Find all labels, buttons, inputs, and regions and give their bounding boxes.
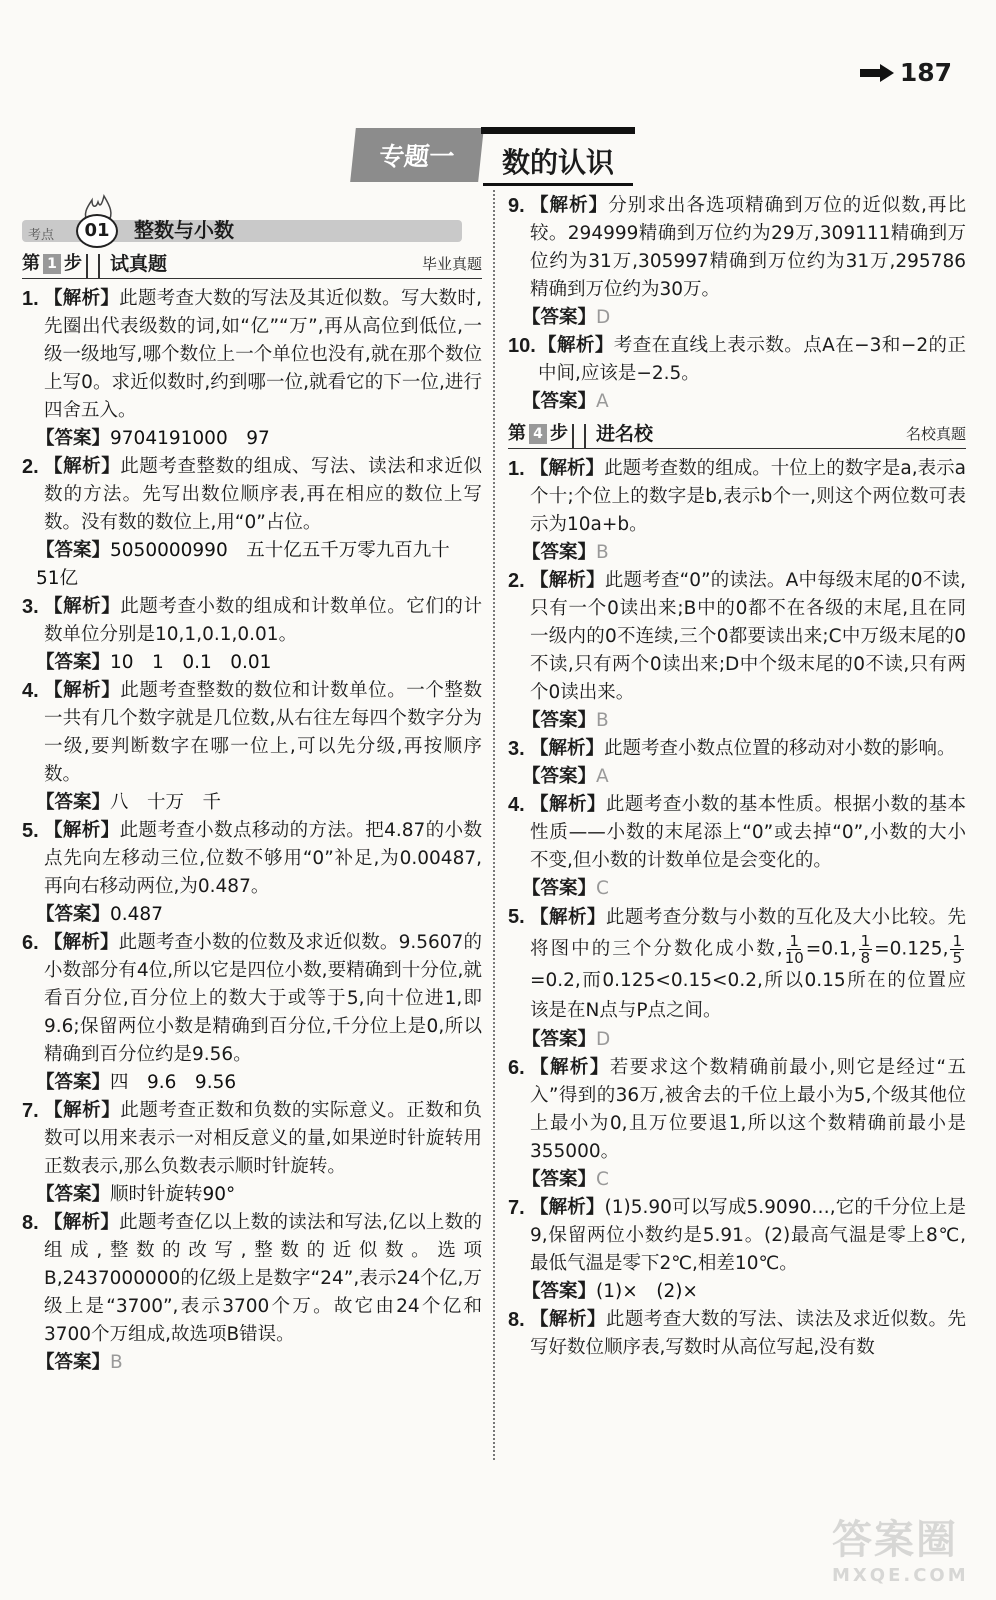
- answer-line: 【答案】顺时针旋转90°: [36, 1184, 236, 1205]
- question-item: 8. 【解析】此题考查亿以上数的读法和写法,亿以上数的组成,整数的改写,整数的近似数。选项B,2437000000的亿级上是数字“24”,表示24个亿,万级上是“3700”,表示3700个万。故它由24个亿和3700个万组成,故选项B错误。: [22, 1212, 482, 1345]
- question-item: 5. 【解析】此题考查分数与小数的互化及大小比较。先将图中的三个分数化成小数, $\frac{1}{10}$ =0.1, $\frac{1}{8}$ =0.125, $\frac{1}{5}$ =0.2,而0.125<0.15<0.2,所以0.15所在的位置应该是在N点与P点之间。: [508, 906, 966, 1021]
- answer-line: 【答案】D: [522, 307, 611, 328]
- question-item: 1. 【解析】此题考查数的组成。十位上的数字是a,表示a个十;个位上的数字是b,表示b个一,则这个两位数可表示为10a+b。: [508, 458, 966, 535]
- question-item: 1. 【解析】此题考查大数的写法及其近似数。写大数时,先圈出代表级数的词,如“亿”“万”,再从高位到低位,一级一级地写,哪个数位上一个单位也没有,就在那个数位上写0。求近似数时,约到哪一位,就看它的下一位,进行四舍五入。: [22, 288, 482, 421]
- question-item: 10. 【解析】考查在直线上表示数。点A在−3和−2的正中间,应该是−2.5。: [508, 335, 966, 384]
- right-column: [508, 192, 966, 1362]
- question-item: 3. 【解析】此题考查小数的组成和计数单位。它们的计数单位分别是10,1,0.1,0.01。: [22, 596, 482, 645]
- topic-title: 数的认识: [483, 139, 633, 186]
- question-item: 3. 【解析】此题考查小数点位置的移动对小数的影响。: [508, 738, 956, 760]
- step-header: 第 1 步 试真题 毕业真题: [22, 248, 482, 279]
- question-item: 9. 【解析】分别求出各选项精确到万位的近似数,再比较。294999精确到万位约为29万,309111精确到万位约为31万,305997精确到万位约为31万,295786精确到万位约为30万。: [508, 195, 966, 300]
- answer-line: 【答案】A: [522, 766, 609, 787]
- watermark-logo: 答案圈 MXQE.COM: [832, 1517, 969, 1586]
- question-item: 7. 【解析】(1)5.90可以写成5.9090…,它的千分位上是9,保留两位小数约是5.91。(2)最高气温是零上8℃,最低气温是零下2℃,相差10℃。: [508, 1197, 966, 1274]
- fraction: $\frac{1}{10}$: [784, 932, 804, 967]
- column-divider: [493, 190, 495, 1460]
- page-number: 187: [860, 58, 952, 87]
- question-item: 2. 【解析】此题考查整数的组成、写法、读法和求近似数的方法。先写出数位顺序表,再在相应的数位上写数。没有数的数位上,用“0”占位。: [22, 456, 482, 533]
- fraction: $\frac{1}{8}$: [860, 932, 871, 967]
- left-column: [22, 192, 482, 1377]
- question-item: 8. 【解析】此题考查大数的写法、读法及求近似数。先写好数位顺序表,写数时从高位写起,没有数: [508, 1309, 966, 1358]
- answer-line: 【答案】9704191000 97: [36, 428, 270, 449]
- answer-line: 【答案】四 9.6 9.56: [36, 1072, 237, 1093]
- answer-line: 【答案】B: [522, 710, 609, 731]
- answer-line: 【答案】D: [522, 1029, 611, 1050]
- step-header: 第 4 步 进名校 名校真题: [508, 418, 966, 449]
- answer-line: 【答案】0.487: [36, 904, 163, 925]
- answer-line: 【答案】C: [522, 878, 609, 899]
- question-item: 7. 【解析】此题考查正数和负数的实际意义。正数和负数可以用来表示一对相反意义的量,如果逆时针旋转用正数表示,那么负数表示顺时针旋转。: [22, 1100, 482, 1177]
- answer-line: 【答案】八 十万 千: [36, 792, 222, 813]
- question-item: 2. 【解析】此题考查“0”的读法。A中每级末尾的0不读,只有一个0读出来;B中的0都不在各级的末尾,且在同一级内的0不连续,三个0都要读出来;C中万级末尾的0不读,只有两个0读出来;D中个级末尾的0不读,只有两个0读出来。: [508, 570, 966, 703]
- question-item: 5. 【解析】此题考查小数点移动的方法。把4.87的小数点先向左移动三位,位数不够用“0”补足,为0.00487,再向右移动两位,为0.487。: [22, 820, 482, 897]
- fraction: $\frac{1}{5}$: [952, 932, 962, 967]
- answer-line: 【答案】C: [522, 1169, 609, 1190]
- question-item: 6. 【解析】此题考查小数的位数及求近似数。9.5607的小数部分有4位,所以它是四位小数,要精确到十分位,就看百分位,百分位上的数大于或等于5,向十位进1,即9.6;保留两位小数是精确到百分位,千分位上是0,所以精确到百分位约是9.56。: [22, 932, 482, 1065]
- answer-line: 【答案】10 1 0.1 0.01: [36, 652, 272, 673]
- arrow-right-icon: [860, 66, 894, 80]
- answer-line: 【答案】B: [522, 542, 609, 563]
- answer-line: 【答案】A: [522, 391, 609, 412]
- answer-line: 【答案】B: [36, 1352, 123, 1373]
- question-item: 4. 【解析】此题考查整数的数位和计数单位。一个整数一共有几个数字就是几位数,从右往左每四个数字分为一级,要判断数字在哪一位上,可以先分级,再按顺序数。: [22, 680, 482, 785]
- topic-label: 专题一: [350, 128, 484, 182]
- answer-line: 【答案】(1)× (2)×: [522, 1281, 698, 1302]
- kaodian-title: 整数与小数: [134, 218, 234, 242]
- kaodian-header: 考点 01 整数与小数: [22, 192, 482, 242]
- question-item: 4. 【解析】此题考查小数的基本性质。根据小数的基本性质——小数的末尾添上“0”或去掉“0”,小数的大小不变,但小数的计数单位是会变化的。: [508, 794, 966, 871]
- topic-header: [353, 125, 635, 185]
- answer-line: 【答案】5050000990 五十亿五千万零九百九十 51亿: [36, 540, 469, 589]
- question-item: 6. 【解析】若要求这个数精确前最小,则它是经过“五入”得到的36万,被舍去的千位上最小为5,个级其他位上最小为0,且万位要退1,所以这个数精确前最小是355000。: [508, 1057, 966, 1162]
